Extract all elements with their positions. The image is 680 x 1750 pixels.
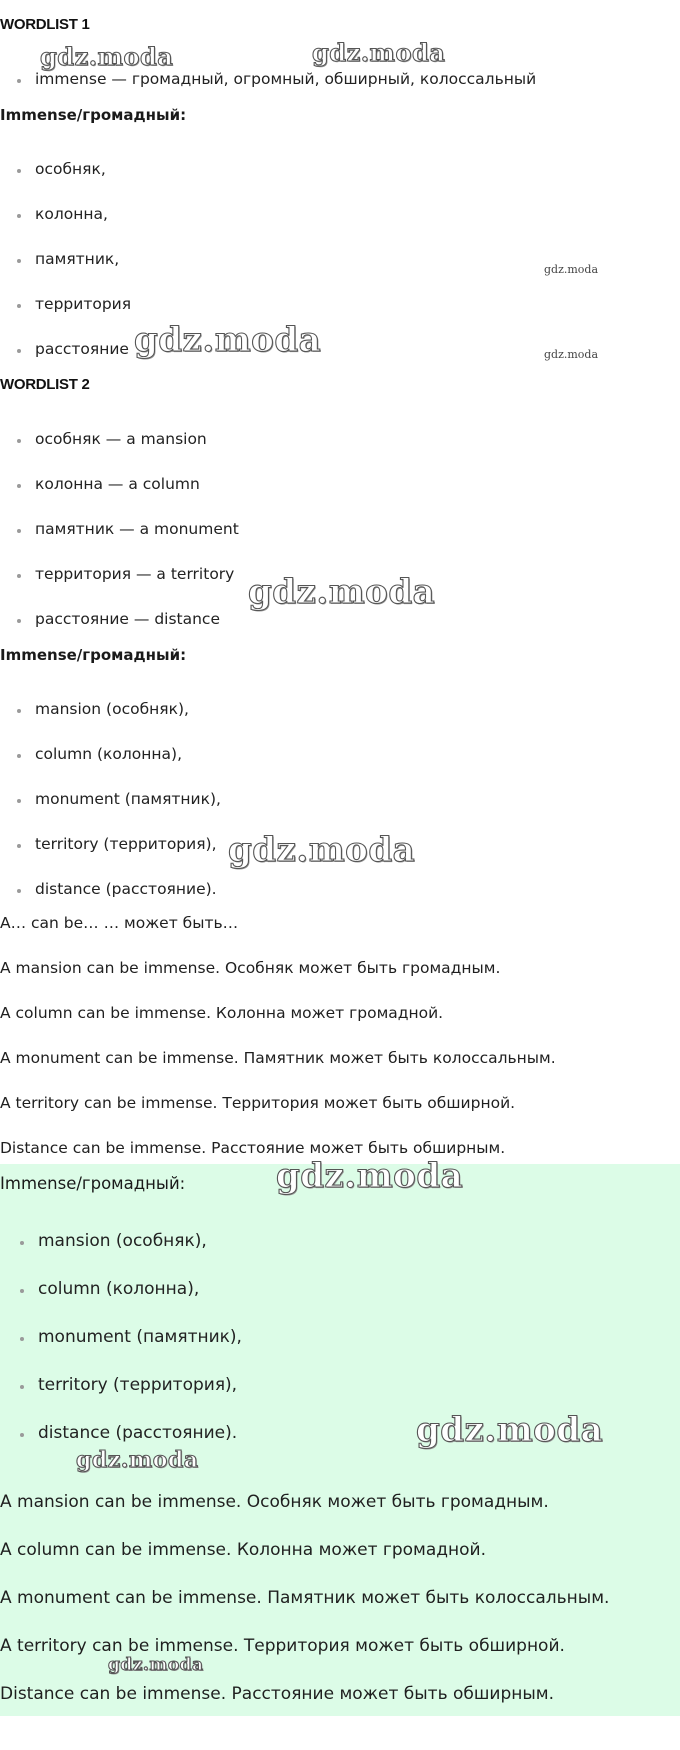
list-item: territory (территория), <box>20 1375 237 1395</box>
list-item: особняк — a mansion <box>17 430 207 448</box>
list-item: column (колонна), <box>17 745 182 763</box>
wordlist-2-subheading: Immense/громадный: <box>0 646 187 664</box>
list-item: колонна, <box>17 205 108 223</box>
list-item: mansion (особняк), <box>17 700 189 718</box>
example-sentence: A mansion can be immense. Особняк может быть громадным. <box>0 959 501 977</box>
example-sentence: Distance can be immense. Расстояние может быть обширным. <box>0 1139 506 1157</box>
list-item: расстояние — distance <box>17 610 220 628</box>
watermark: gdz.moda <box>40 42 174 71</box>
list-item: immense — громадный, огромный, обширный, колоссальный <box>17 70 536 88</box>
wordlist-1-title: WORDLIST 1 <box>0 16 90 33</box>
list-item: колонна — a column <box>17 475 200 493</box>
watermark: gdz.moda <box>276 1156 464 1196</box>
watermark: gdz.moda <box>76 1447 199 1473</box>
example-sentence: A territory can be immense. Территория может быть обширной. <box>0 1094 516 1112</box>
watermark: gdz.moda <box>134 320 322 360</box>
example-sentence: A monument can be immense. Памятник может быть колоссальным. <box>0 1588 610 1608</box>
list-item: расстояние <box>17 340 129 358</box>
watermark: gdz.moda <box>544 263 599 276</box>
list-item: памятник — a monument <box>17 520 239 538</box>
example-sentence: Distance can be immense. Расстояние может быть обширным. <box>0 1684 555 1704</box>
pattern-text: A… can be… … может быть… <box>0 914 239 932</box>
watermark: gdz.moda <box>248 572 436 612</box>
wordlist-2-title: WORDLIST 2 <box>0 376 90 393</box>
list-item: mansion (особняк), <box>20 1231 207 1251</box>
example-sentence: A mansion can be immense. Особняк может быть громадным. <box>0 1492 549 1512</box>
watermark: gdz.moda <box>312 38 446 67</box>
list-item: distance (расстояние). <box>20 1423 237 1443</box>
watermark: gdz.moda <box>416 1410 604 1450</box>
list-item: территория <box>17 295 131 313</box>
list-item: особняк, <box>17 160 106 178</box>
example-sentence: A monument can be immense. Памятник может быть колоссальным. <box>0 1049 556 1067</box>
example-sentence: A column can be immense. Колонна может громадной. <box>0 1540 486 1560</box>
list-item: monument (памятник), <box>20 1327 242 1347</box>
watermark: gdz.moda <box>228 830 416 870</box>
list-item: территория — a territory <box>17 565 234 583</box>
list-item: territory (территория), <box>17 835 217 853</box>
example-sentence: A column can be immense. Колонна может громадной. <box>0 1004 444 1022</box>
list-item: distance (расстояние). <box>17 880 217 898</box>
answer-subheading: Immense/громадный: <box>0 1174 186 1193</box>
wordlist-1-subheading: Immense/громадный: <box>0 106 187 124</box>
list-item: monument (памятник), <box>17 790 221 808</box>
watermark: gdz.moda <box>108 1655 204 1675</box>
list-item: памятник, <box>17 250 119 268</box>
example-sentence: A territory can be immense. Территория может быть обширной. <box>0 1636 565 1656</box>
watermark: gdz.moda <box>544 348 599 361</box>
list-item: column (колонна), <box>20 1279 199 1299</box>
